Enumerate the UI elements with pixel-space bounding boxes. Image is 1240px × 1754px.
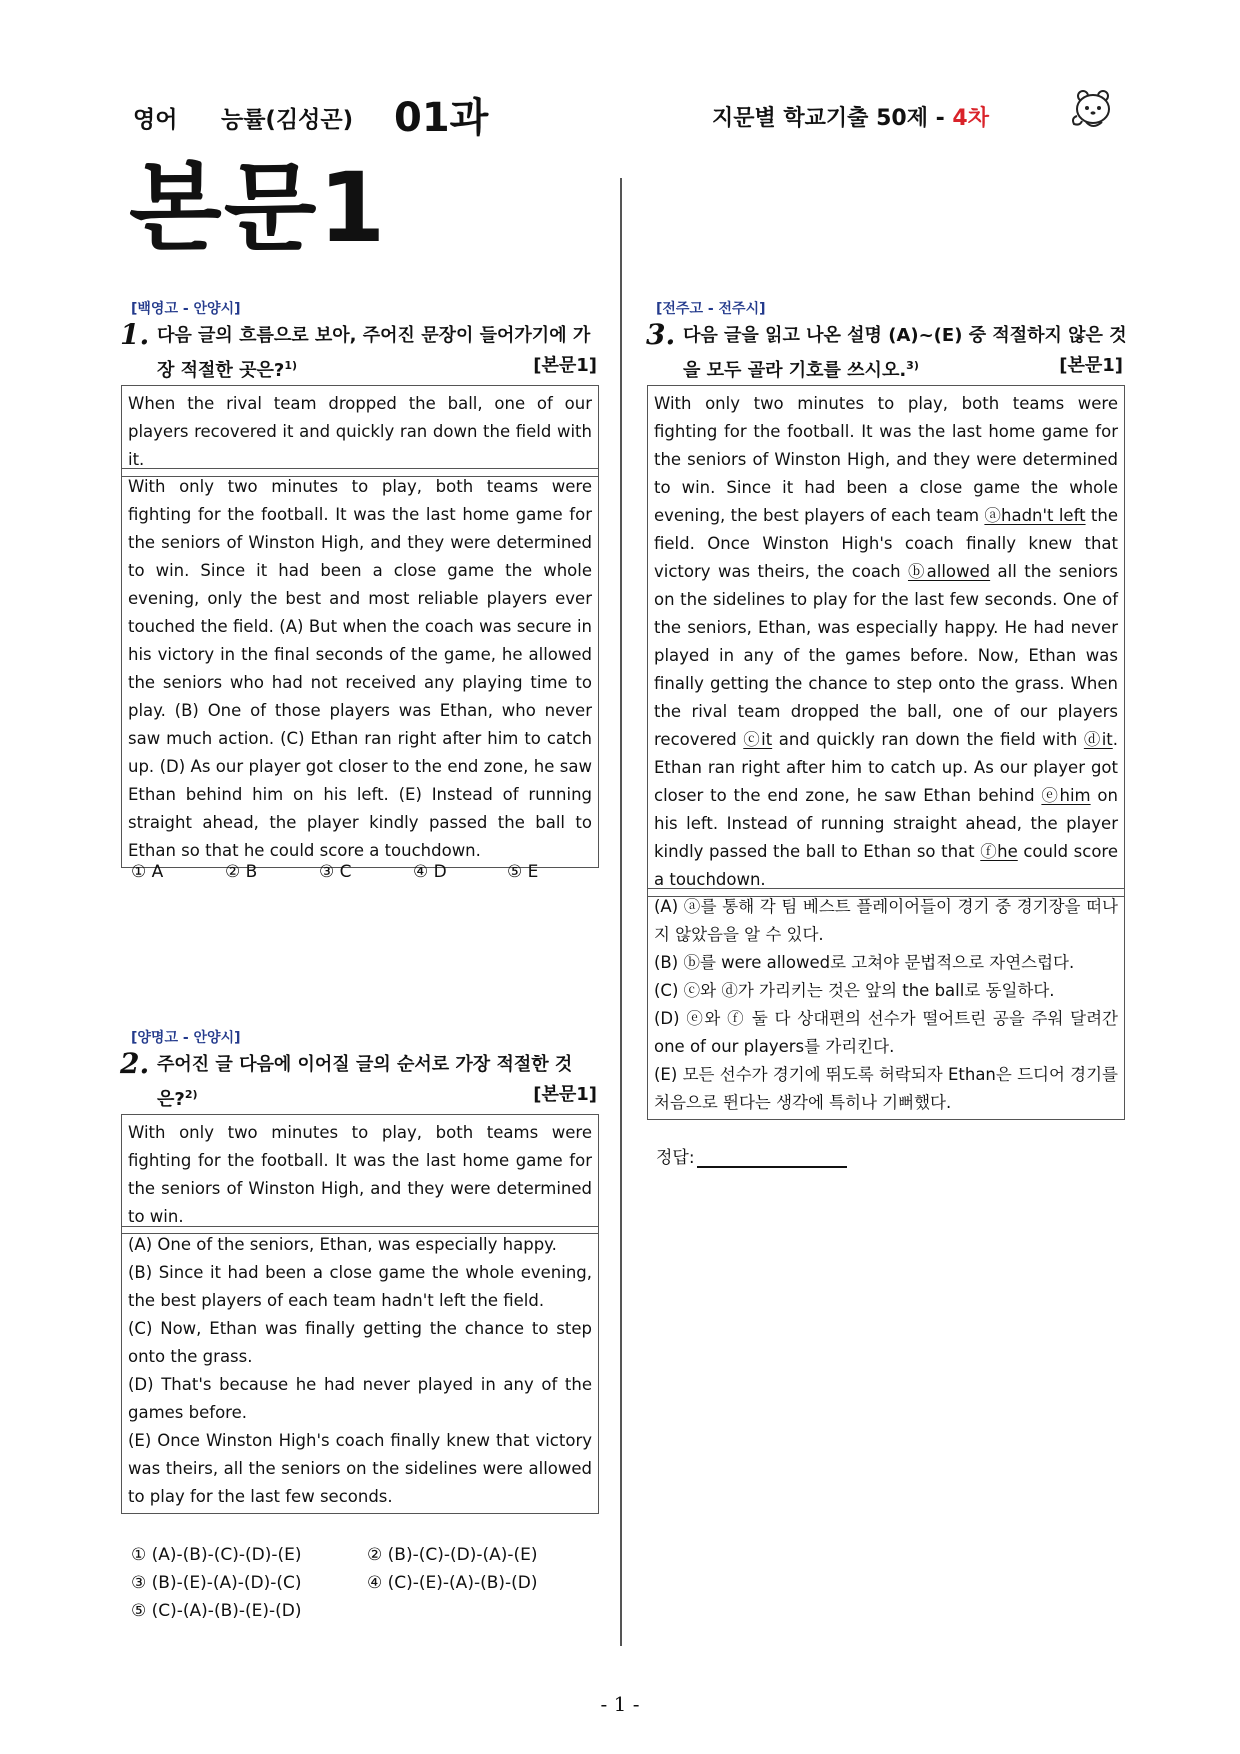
q3-passage-part5: . Ethan ran right after him to catch up. As our player got closer to the end zone, he saw Ethan behind: [654, 730, 1118, 805]
q1-given-sentence: When the rival team dropped the ball, one of our players recovered it and quickly ran down the field with it.: [128, 394, 592, 469]
q3-number: 3.: [646, 318, 676, 351]
q3-passage-box: [647, 385, 1125, 897]
q1-prompt-line1: 다음 글의 흐름으로 보아, 주어진 문장이 들어가기에 가: [157, 325, 591, 346]
q1-option-3[interactable]: ③ C: [319, 862, 352, 882]
q2-tag: [본문1]: [533, 1084, 597, 1105]
q2-prompt-line2: 은?: [157, 1089, 185, 1110]
q2-prompt: [157, 1050, 597, 1115]
q1-footnote: 1): [284, 359, 297, 372]
q2-source: [양명고 - 안양시]: [131, 1030, 241, 1046]
q3-prompt: [683, 321, 1127, 386]
q2-given-text: With only two minutes to play, both teams were fighting for the football. It was the last home game for the seniors of Winston High, and they were determined to win.: [128, 1123, 592, 1226]
q3-tag: [본문1]: [1059, 355, 1123, 376]
q3-passage-part7: could score a touchdown.: [654, 842, 1118, 889]
q2-footnote: 2): [184, 1088, 198, 1101]
q2-option-1[interactable]: ① (A)-(B)-(C)-(D)-(E): [131, 1545, 302, 1565]
page-number: - 1 -: [600, 1692, 640, 1716]
q2-option-5[interactable]: ⑤ (C)-(A)-(B)-(E)-(D): [131, 1601, 302, 1621]
q3-passage-part6: on his left. Instead of running straight ahead, the player kindly passed the ball to Ethan so that: [654, 786, 1118, 861]
q3-underline-e: ⓔhim: [1041, 786, 1091, 805]
q2-prompt-line1: 주어진 글 다음에 이어질 글의 순서로 가장 적절한 것: [157, 1054, 573, 1075]
q2-option-3[interactable]: ③ (B)-(E)-(A)-(D)-(C): [131, 1573, 302, 1593]
q3-underline-a: ⓐhadn't left: [984, 506, 1086, 525]
q3-passage-part1: With only two minutes to play, both teams were fighting for the football. It was the last home game for the seniors of Winston High, and they were determined to win. Since it had been a close game the whole evening, the best players of each team: [654, 394, 1118, 525]
q2-item-b: (B) Since it had been a close game the whole evening, the best players of each team hadn't left the field.: [128, 1263, 592, 1310]
q2-given-box: [121, 1114, 599, 1234]
q1-option-4[interactable]: ④ D: [413, 862, 447, 882]
q2-item-a: (A) One of the seniors, Ethan, was especially happy.: [128, 1235, 557, 1254]
q1-option-2[interactable]: ② B: [225, 862, 258, 882]
q1-prompt-line2: 장 적절한 곳은?: [157, 360, 285, 381]
lesson-number: 01과: [394, 95, 489, 141]
q2-option-4[interactable]: ④ (C)-(E)-(A)-(B)-(D): [367, 1573, 538, 1593]
q3-prompt-line2: 을 모두 골라 기호를 쓰시오.: [683, 360, 907, 381]
q3-passage: [654, 390, 1118, 894]
q2-item-e: (E) Once Winston High's coach finally knew that victory was theirs, all the seniors on the sidelines were allowed to play for the last few seconds.: [128, 1431, 592, 1506]
publisher-label: 능률(김성곤): [221, 107, 354, 133]
column-divider: [620, 178, 622, 1646]
q3-passage-part4: and quickly ran down the field with: [772, 730, 1084, 749]
q1-prompt: [157, 321, 597, 386]
q1-passage: With only two minutes to play, both teams were fighting for the football. It was the last home game for the seniors of Winston High, and they were determined to win. Since it had been a close game the whole evening, only the best and most reliable players ever touched the field. (A) But when the coach was secure in his victory in the final seconds of the game, he allowed the seniors who had not received any playing time to play. (B) One of those players was Ethan, who never saw much action. (C) Ethan ran right after him to catch up. (D) As our player got closer to the end zone, he saw Ethan behind him on his left. (E) Instead of running straight ahead, the player kindly passed the ball to Ethan so that he could score a touchdown.: [128, 477, 592, 860]
q3-statement-a: (A) ⓐ를 통해 각 팀 베스트 플레이어들이 경기 중 경기장을 떠나지 않았음을 알 수 있다.: [654, 897, 1118, 944]
q1-source: [백영고 - 안양시]: [131, 301, 241, 317]
q1-passage-box: [121, 468, 599, 868]
series-title: [712, 101, 989, 132]
q3-prompt-line1: 다음 글을 읽고 나온 설명 (A)~(E) 중 적절하지 않은 것: [683, 325, 1127, 346]
q3-statement-e: (E) 모든 선수가 경기에 뛰도록 허락되자 Ethan은 드디어 경기를 처음으로 뛴다는 생각에 특히나 기뻐했다.: [654, 1065, 1118, 1112]
q3-footnote: 3): [906, 359, 919, 372]
q3-answer-label: 정답:: [656, 1148, 695, 1168]
q1-given-sentence-box: [121, 385, 599, 477]
q1-tag: [본문1]: [533, 355, 597, 376]
q3-statement-d: (D) ⓔ와 ⓕ 둘 다 상대편의 선수가 떨어트린 공을 주워 달려간 one of our players를 가리킨다.: [654, 1009, 1118, 1056]
q3-answer-blank[interactable]: [697, 1148, 847, 1168]
q2-option-2[interactable]: ② (B)-(C)-(D)-(A)-(E): [367, 1545, 538, 1565]
subject-label: 영어: [133, 107, 178, 133]
round-label: 4차: [952, 106, 989, 131]
q3-source: [전주고 - 전주시]: [656, 301, 766, 317]
q2-item-d: (D) That's because he had never played in any of the games before.: [128, 1375, 592, 1422]
q1-option-1[interactable]: ① A: [131, 862, 164, 882]
q3-answer: [656, 1143, 847, 1168]
q3-passage-part3: all the seniors on the sidelines to play for the last few seconds. One of the seniors, Ethan, was especially happy. He had never played in any of the games before. Now, Ethan was finally getting the chance to step onto the grass. When the rival team dropped the ball, one of our players recovered: [654, 562, 1118, 749]
mascot-bear-icon: [1068, 84, 1118, 134]
q3-underline-f: ⓕhe: [980, 842, 1018, 861]
q3-underline-c: ⓒit: [743, 730, 773, 749]
q3-underline-b: ⓑallowed: [907, 562, 991, 581]
page-title: 본문1: [129, 152, 388, 264]
q2-items-box: [121, 1226, 599, 1514]
q1-option-5[interactable]: ⑤ E: [507, 862, 539, 882]
q1-number: 1.: [120, 318, 150, 351]
series-prefix: 지문별 학교기출 50제 -: [712, 106, 953, 131]
q2-number: 2.: [120, 1047, 150, 1080]
q2-options: [131, 1541, 601, 1625]
q3-statement-c: (C) ⓒ와 ⓓ가 가리키는 것은 앞의 the ball로 동일하다.: [654, 981, 1055, 1000]
q2-item-c: (C) Now, Ethan was finally getting the chance to step onto the grass.: [128, 1319, 592, 1366]
q3-statements-box: [647, 888, 1125, 1120]
q3-passage-part2: the field. Once Winston High's coach finally knew that victory was theirs, the coach: [654, 506, 1118, 581]
q3-underline-d: ⓓit: [1083, 730, 1113, 749]
q3-statement-b: (B) ⓑ를 were allowed로 고쳐야 문법적으로 자연스럽다.: [654, 953, 1075, 972]
q1-options: [131, 862, 591, 882]
